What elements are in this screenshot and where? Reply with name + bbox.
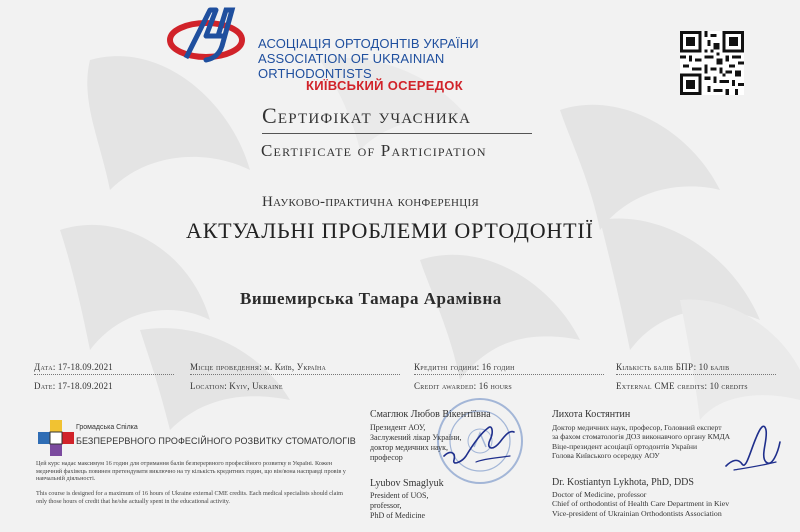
points-ua-value: 10 балів (698, 362, 730, 372)
signer2-title-en-line: Doctor of Medicine, professor (552, 489, 647, 499)
date-ua (34, 362, 113, 372)
date-en-label: Date: (34, 381, 56, 391)
signature-1 (436, 412, 526, 470)
association-logo (166, 6, 250, 66)
signer1-block-en (370, 479, 444, 521)
points-en-label: External CME credits: (616, 381, 708, 391)
union-name-line1: Громадська Спілка (76, 424, 138, 431)
date-en-value: 17-18.09.2021 (57, 381, 113, 391)
points-ua-label: Кількість балів БПР: (616, 362, 697, 372)
signer2-block-ua (552, 410, 730, 461)
credit-ua-label: Кредитні години: (414, 362, 480, 372)
signer2-title-en-line: Chief of orthodontist of Health Care Department in Kiev (552, 499, 730, 508)
signer2-title-ua-line: за фахом стоматологія ДОЗ виконавчого органу КМДА (552, 432, 731, 441)
date-ua-label: Дата: (34, 362, 56, 372)
title-divider (262, 133, 532, 134)
place-en-label: Location: (190, 381, 228, 391)
signer1-title-ua-line: Заслужений лікар України, (370, 432, 462, 442)
points-en-value: 10 credits (709, 381, 748, 391)
points-en (616, 381, 748, 391)
signature-2 (720, 412, 786, 482)
signer2-block-en (552, 478, 729, 518)
signer2-name-en: Dr. Kostiantyn Lykhota, PhD, DDS (552, 477, 694, 488)
credit-en-value: 16 hours (478, 381, 512, 391)
divider (414, 374, 604, 375)
signer1-title-en-line: President of UOS, (370, 490, 429, 500)
points-ua (616, 362, 729, 372)
signer1-title-en-line: professor, (370, 500, 402, 510)
certificate-title-ua: Сертифікат учасника (262, 103, 472, 128)
conference-name: АКТУАЛЬНІ ПРОБЛЕМИ ОРТОДОНТІЇ (186, 218, 594, 243)
signer1-title-en-line: PhD of Medicine (370, 510, 426, 520)
divider (190, 374, 400, 375)
place-en (190, 381, 283, 391)
note-en: This course is designed for a maximum of 16 hours of Ukraine external CME credits. Each medical specialists should claim only those hours of credit that he/she actually spent in the educational activity. (36, 490, 343, 505)
place-ua (190, 362, 326, 372)
union-logo (36, 420, 80, 456)
signer2-title-ua-line: Віце-президент асоціації ортодонтів України (552, 441, 698, 451)
qr-code-icon (680, 31, 744, 95)
signer2-name-ua: Лихота Костянтин (552, 409, 631, 420)
date-en (34, 381, 113, 391)
signer1-title-ua-line: професор (370, 452, 403, 462)
conference-type: Науково-практична конференція (262, 194, 480, 210)
place-ua-label: Місце проведення: (190, 362, 263, 372)
credit-ua (414, 362, 515, 372)
association-name-en: ASSOCIATION OF UKRAINIAN ORTHODONTISTS (258, 51, 445, 81)
branch-name: КИЇВСЬКИЙ ОСЕРЕДОК (306, 78, 463, 93)
association-name-ua: АСОЦІАЦІЯ ОРТОДОНТІВ УКРАЇНИ (258, 36, 479, 51)
signer1-name-en: Lyubov Smaglyuk (370, 478, 444, 489)
association-name (258, 36, 558, 81)
participant-name: Вишемирська Тамара Арамівна (240, 289, 502, 308)
note-ua: Цей курс надає максимум 16 годин для отримання балів безперервного професійного розвитку в Україні. Кожен медичний фахівець повинен претендувати виключно на ту кількість кредитних годин, що він/вона насправді провів у навчальній діяльності. (36, 460, 346, 482)
divider (616, 374, 776, 375)
divider (34, 374, 174, 375)
credit-ua-value: 16 годин (481, 362, 515, 372)
place-en-value: Kyiv, Ukraine (229, 381, 283, 391)
signer1-title-ua-line: доктор медичних наук, (370, 442, 448, 452)
credit-en-label: Credit awarded: (414, 381, 477, 391)
place-ua-value: м. Київ, Україна (264, 362, 327, 372)
signer2-title-ua-line: Доктор медичних наук, професор, Головний експерт (552, 422, 722, 432)
signer1-name-ua: Смаглюк Любов Вікентіївна (370, 409, 491, 420)
credit-en (414, 381, 512, 391)
certificate-title-en: Certificate of Participation (261, 141, 487, 160)
signer1-title-ua-line: Президент АОУ, (370, 422, 426, 432)
signer2-title-ua-line: Голова Київського осередку АОУ (552, 451, 660, 460)
signer2-title-en-line: Vice-president of Ukrainian Orthodontists Association (552, 508, 722, 518)
union-name-line2: БЕЗПЕРЕРВНОГО ПРОФЕСІЙНОГО РОЗВИТКУ СТОМАТОЛОГІВ (76, 436, 356, 446)
date-ua-value: 17-18.09.2021 (57, 362, 114, 372)
